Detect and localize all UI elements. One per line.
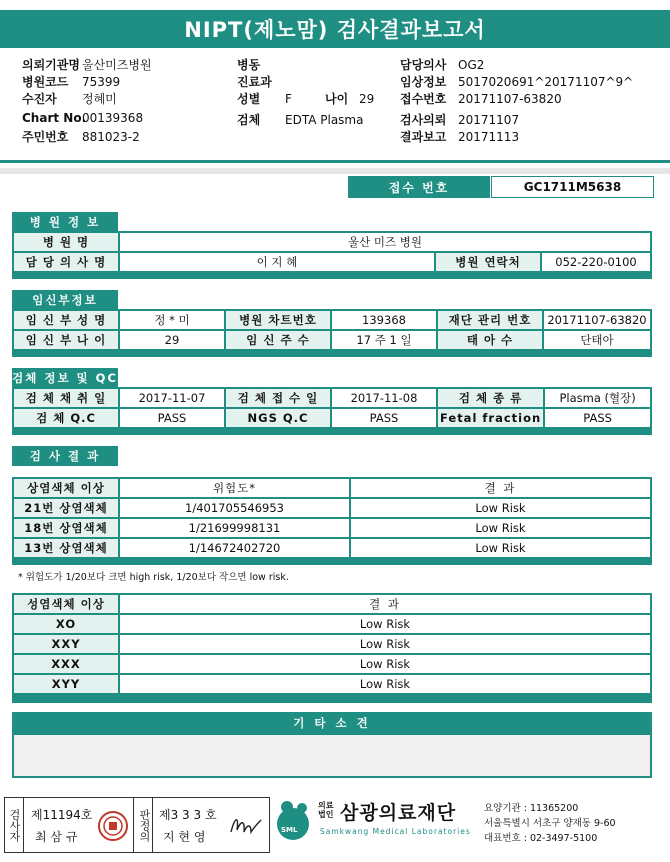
- cell-value: PASS: [545, 409, 650, 427]
- cell-value: PASS: [332, 409, 436, 427]
- cell-value: 2017-11-07: [120, 389, 224, 407]
- age-value: 29: [359, 92, 375, 106]
- section-results: 검 사 결 과: [12, 446, 118, 466]
- header-col2: [237, 56, 374, 128]
- cell-label: NGS Q.C: [226, 409, 330, 427]
- cell-label: 검 체 채 취 일: [14, 389, 118, 407]
- hdr-value: 울산미즈병원: [82, 58, 152, 72]
- karyotype-label: XYY: [14, 675, 118, 693]
- table-header-row: [14, 479, 650, 497]
- karyotype-label: XXY: [14, 635, 118, 653]
- table-row: [14, 331, 650, 349]
- cell-label: 임 신 부 성 명: [14, 311, 118, 329]
- table-row: [14, 539, 650, 557]
- hdr-value: OG2: [458, 58, 485, 72]
- hospital-contact-value: 052-220-0100: [542, 253, 650, 271]
- cell-label: 임 신 부 나 이: [14, 331, 118, 349]
- cell-label: 검 체 Q.C: [14, 409, 118, 427]
- hdr-label: 병동: [237, 58, 261, 72]
- table-row: [14, 253, 650, 271]
- tester-label: 검사자: [5, 798, 24, 852]
- table-row: [14, 635, 650, 653]
- cell-label: 태 아 수: [438, 331, 542, 349]
- tester-name: 최 삼 규: [35, 830, 78, 844]
- cell-value: Plasma (혈장): [545, 389, 650, 407]
- table-row: [14, 409, 650, 427]
- cell-label: 검 체 접 수 일: [226, 389, 330, 407]
- hospital-contact-label: 병원 연락처: [436, 253, 540, 271]
- hdr-label: 결과보고: [400, 130, 447, 144]
- result-value: Low Risk: [351, 499, 650, 517]
- result-value: Low Risk: [120, 675, 650, 693]
- karyotype-label: XO: [14, 615, 118, 633]
- hdr-label: 수진자: [22, 92, 57, 106]
- cell-value: 2017-11-08: [332, 389, 436, 407]
- risk-value: 1/21699998131: [120, 519, 349, 537]
- hospital-info-table: [12, 231, 652, 273]
- cell-value: 17 주 1 일: [332, 331, 436, 349]
- org-address: 서울특별시 서초구 양재동 9-60: [484, 818, 616, 829]
- agency-code: 요양기관 : 11365200: [484, 803, 579, 814]
- chromosome-label: 21번 상염색체: [14, 499, 118, 517]
- table-row: [14, 615, 650, 633]
- org-name-en: Samkwang Medical Laboratories: [320, 827, 471, 836]
- hdr-label: 진료과: [237, 75, 272, 89]
- hdr-value: 75399: [82, 75, 121, 89]
- col-header: 결 과: [120, 595, 650, 613]
- tester-license-no: 제11194호: [31, 808, 93, 822]
- cell-label: 임 신 주 수: [226, 331, 330, 349]
- remarks-title: 기 타 소 견: [293, 716, 371, 730]
- cell-label: 검 체 종 류: [438, 389, 543, 407]
- cell-value: PASS: [120, 409, 224, 427]
- hdr-value: F: [285, 92, 292, 106]
- hospital-name-value: 울산 미즈 병원: [120, 233, 650, 251]
- cell-value: 정 * 미: [120, 311, 224, 329]
- table-row: [14, 519, 650, 537]
- hospital-name-label: 병 원 명: [14, 233, 118, 251]
- result-value: Low Risk: [120, 615, 650, 633]
- signature-box: [4, 797, 270, 853]
- chromosome-label: 13번 상염색체: [14, 539, 118, 557]
- cell-label: Fetal fraction: [440, 411, 542, 425]
- table-row: [14, 655, 650, 673]
- hdr-label: Chart No.: [22, 111, 87, 125]
- results-table: [12, 477, 652, 559]
- hdr-label: 검사의뢰: [400, 113, 447, 127]
- hdr-label: 주민번호: [22, 130, 69, 144]
- hdr-value: 881023-2: [82, 130, 140, 144]
- result-value: Low Risk: [351, 519, 650, 537]
- table-row: [14, 311, 650, 329]
- col-header: 상염색체 이상: [14, 479, 118, 497]
- org-phone: 대표번호 : 02-3497-5100: [484, 833, 598, 844]
- karyotype-label: XXX: [14, 655, 118, 673]
- hdr-label: 성별: [237, 92, 261, 106]
- org-prefix-line: 법인: [318, 810, 334, 819]
- header-divider: [0, 160, 670, 163]
- table-header-row: [14, 595, 650, 613]
- sml-logo-icon: [272, 798, 314, 842]
- col-header: 성염색체 이상: [14, 595, 118, 613]
- table-row: [14, 499, 650, 517]
- org-name: 삼광의료재단: [340, 802, 457, 824]
- hdr-value: 20171113: [458, 130, 520, 144]
- col-header: 결 과: [351, 479, 650, 497]
- result-value: Low Risk: [120, 655, 650, 673]
- reviewer-label: 판정의: [133, 798, 153, 852]
- section-hospital-info: 병 원 정 보: [12, 212, 118, 232]
- seal-stamp-icon: [97, 810, 129, 842]
- result-value: Low Risk: [120, 635, 650, 653]
- cell-value: 20171107-63820: [544, 311, 650, 329]
- receipt-value: GC1711M5638: [491, 176, 654, 198]
- table-row: [14, 233, 650, 251]
- risk-note: * 위험도가 1/20보다 크면 high risk, 1/20보다 작으면 low risk.: [18, 572, 289, 583]
- risk-value: 1/401705546953: [120, 499, 349, 517]
- sex-chrom-table: [12, 593, 652, 695]
- org-contact: [484, 801, 616, 846]
- cell-label: 병원 차트번호: [226, 311, 330, 329]
- chromosome-label: 18번 상염색체: [14, 519, 118, 537]
- header-col3: [400, 56, 633, 145]
- age-label: 나이: [325, 92, 349, 106]
- specimen-info-table: [12, 387, 652, 429]
- hdr-value: 정혜미: [82, 92, 117, 106]
- hdr-label: 담당의사: [400, 58, 447, 72]
- cell-value: 139368: [332, 311, 436, 329]
- report-title: NIPT(제노맘) 검사결과보고서: [0, 10, 670, 48]
- hdr-value: 20171107-63820: [458, 92, 562, 106]
- doctor-value: 이 지 혜: [120, 253, 434, 271]
- patient-info-table: [12, 309, 652, 351]
- result-value: Low Risk: [351, 539, 650, 557]
- hdr-label: 병원코드: [22, 75, 69, 89]
- hdr-label: 접수번호: [400, 92, 447, 106]
- org-prefix: [318, 801, 333, 819]
- table-row: [14, 675, 650, 693]
- hdr-label: 검체: [237, 113, 261, 127]
- remarks-text: [14, 735, 650, 776]
- signature-icon: [227, 812, 263, 838]
- doctor-label: 담 당 의 사 명: [14, 253, 118, 271]
- org-prefix-line: 의료: [318, 801, 334, 810]
- receipt-label: 접수 번호: [348, 176, 490, 198]
- cell-value: 29: [120, 331, 224, 349]
- hdr-label: 의뢰기관명: [22, 58, 80, 72]
- hdr-value: 5017020691^20171107^9^: [458, 75, 634, 89]
- hdr-value: 00139368: [82, 111, 144, 125]
- cell-value: 단태아: [544, 331, 650, 349]
- table-row: [14, 389, 650, 407]
- reviewer-name: 지 현 영: [163, 830, 206, 844]
- hdr-value: EDTA Plasma: [285, 113, 364, 127]
- col-header: 위험도*: [120, 479, 349, 497]
- logo-text: SML: [281, 826, 298, 834]
- reviewer-license-no: 제3 3 3 호: [159, 808, 217, 822]
- header-col1: [22, 56, 152, 145]
- section-patient-info: 임신부정보: [12, 290, 118, 310]
- gray-strip: [0, 168, 670, 174]
- section-specimen-info: 검체 정보 및 QC: [12, 368, 118, 388]
- hdr-label: 임상정보: [400, 75, 447, 89]
- hdr-value: 20171107: [458, 113, 520, 127]
- cell-label: 재단 관리 번호: [438, 311, 542, 329]
- risk-value: 1/14672402720: [120, 539, 349, 557]
